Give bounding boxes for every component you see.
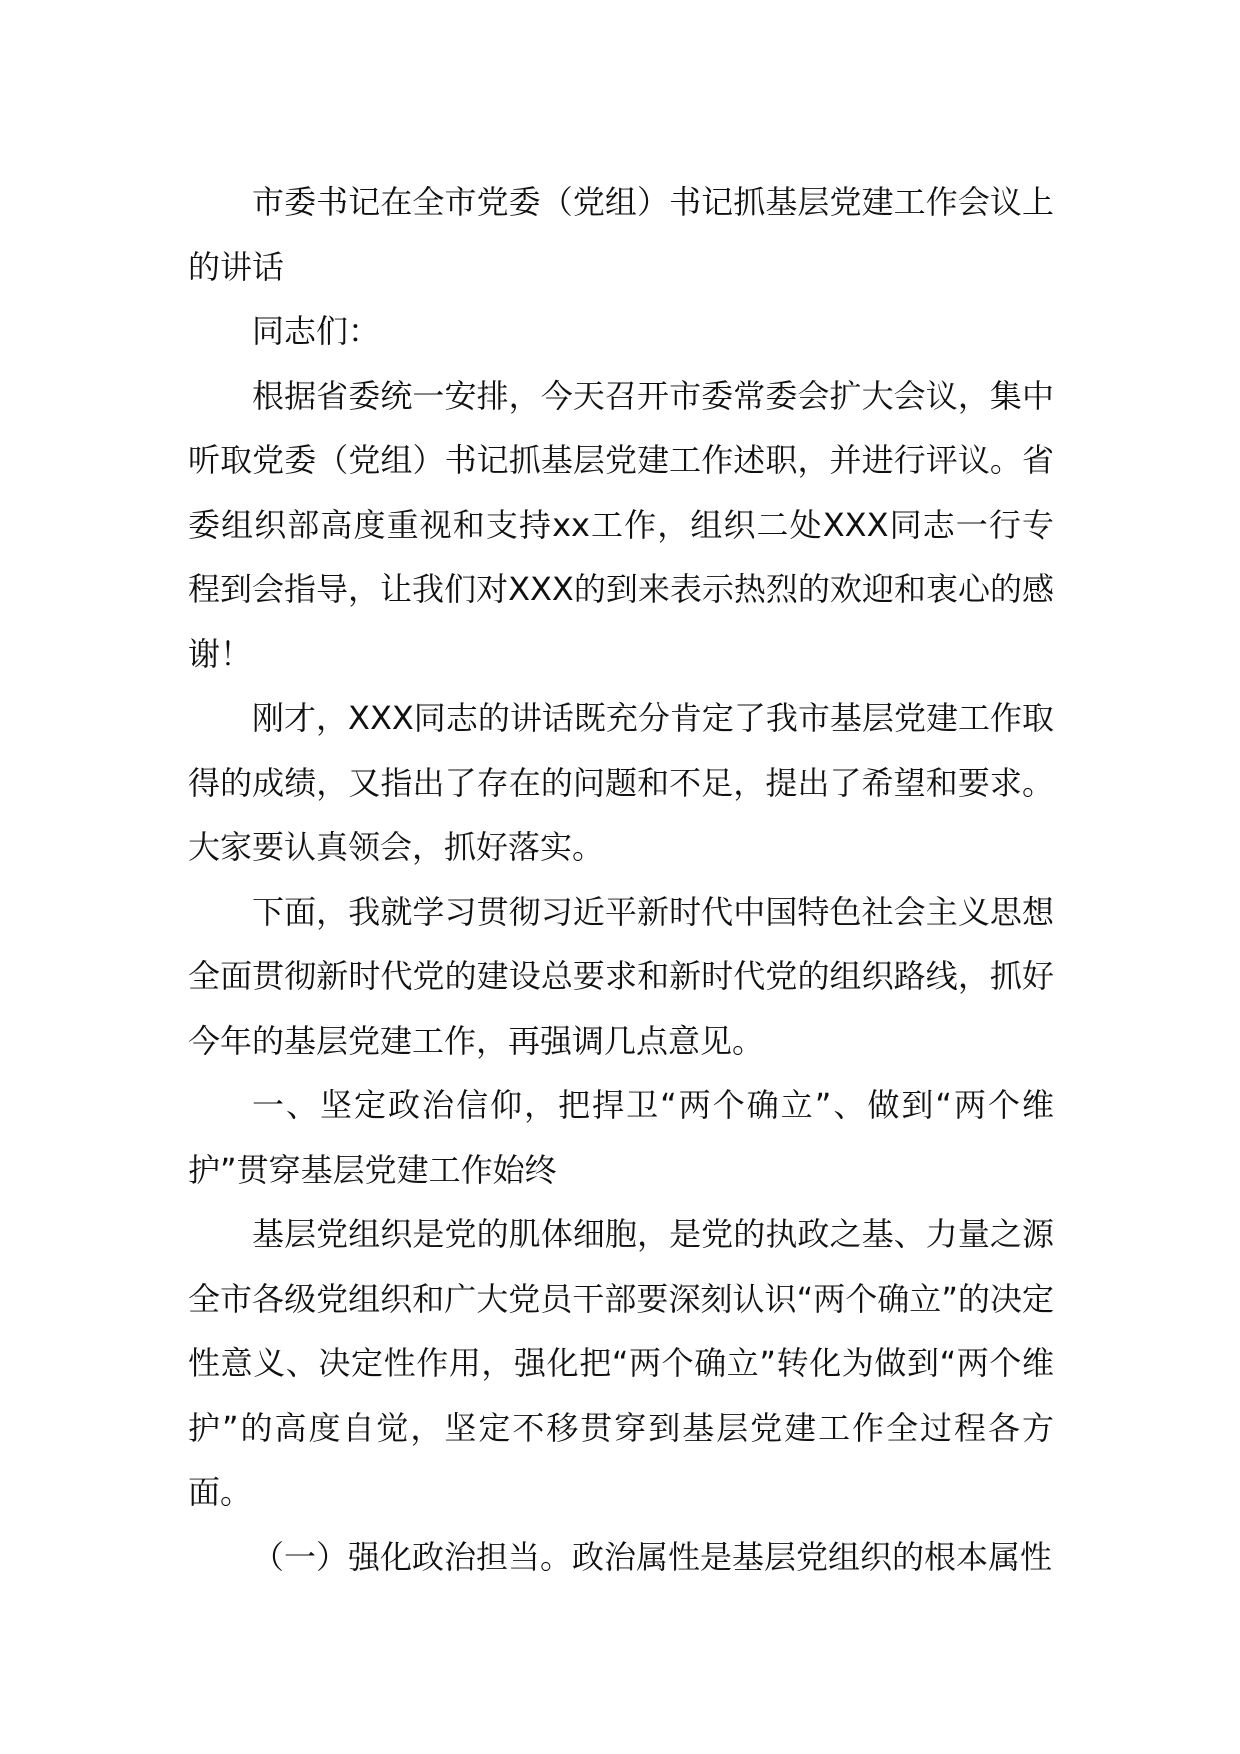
body-paragraph: 根据省委统一安排，今天召开市委常委会扩大会议，集中听取党委（党组）书记抓基层党建工作述职，并进行评议。省委组织部高度重视和支持xx工作，组织二处XXX同志一行专程到会指导，让我们对XXX的到来表示热烈的欢迎和衷心的感谢！ xyxy=(188,376,1054,673)
section-heading: 一、坚定政治信仰，把捍卫“两个确立”、做到“两个维护”贯穿基层党建工作始终 xyxy=(188,1086,1054,1189)
body-paragraph: 基层党组织是党的肌体细胞，是党的执政之基、力量之源全市各级党组织和广大党员干部要深刻认识“两个确立”的决定性意义、决定性作用，强化把“两个确立”转化为做到“两个维护”的高度自觉，坚定不移贯穿到基层党建工作全过程各方面。 xyxy=(188,1215,1054,1511)
document-page xyxy=(188,170,1054,1589)
body-paragraph: 刚才，XXX同志的讲话既充分肯定了我市基层党建工作取得的成绩，又指出了存在的问题和不足，提出了希望和要求。大家要认真领会，抓好落实。 xyxy=(188,699,1054,866)
salutation: 同志们： xyxy=(252,312,381,350)
body-paragraph: 下面，我就学习贯彻习近平新时代中国特色社会主义思想全面贯彻新时代党的建设总要求和新时代党的组织路线，抓好今年的基层党建工作，再强调几点意见。 xyxy=(188,892,1054,1060)
subsection-paragraph: （一）强化政治担当。政治属性是基层党组织的根本属性 xyxy=(252,1537,1053,1576)
document-title: 市委书记在全市党委（党组）书记抓基层党建工作会议上的讲话 xyxy=(188,183,1054,286)
